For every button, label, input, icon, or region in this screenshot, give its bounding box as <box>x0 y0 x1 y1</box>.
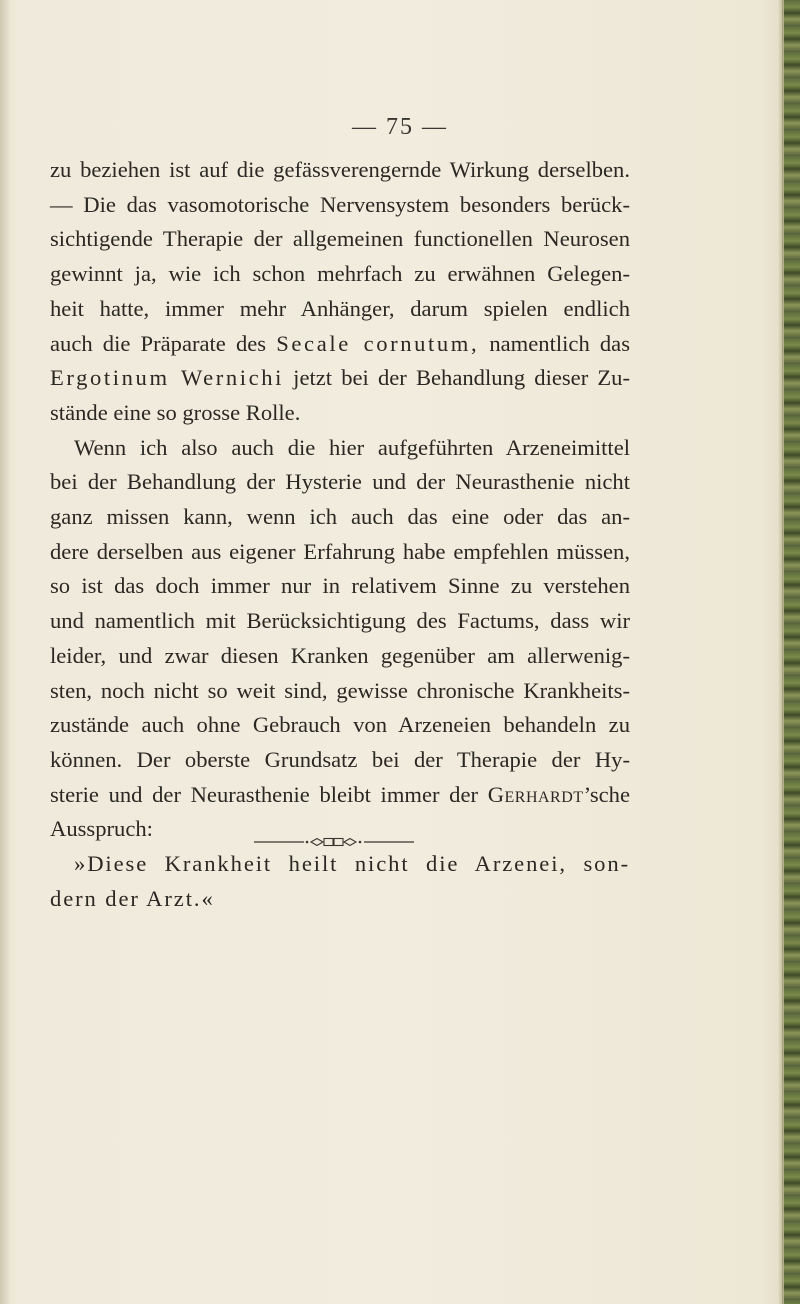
end-ornament <box>254 835 414 849</box>
text-line: leider, und zwar diesen Kranken gegenüber am allerwenig- <box>50 642 630 668</box>
text-line: dere derselben aus eigener Erfahrung habe empfehlen müssen, <box>50 538 630 564</box>
text-line: können. Der oberste Grundsatz bei der Therapie der Hy- <box>50 746 630 772</box>
drug-name-secale: Secale cornutum, <box>276 330 480 356</box>
text-fragment: sterie und der Neurasthenie bleibt immer der <box>50 781 479 807</box>
text-line: zu beziehen ist auf die gefässverengernde Wirkung derselben. <box>50 157 630 182</box>
page-edge-binding <box>782 0 800 1304</box>
text-line: heit hatte, immer mehr Anhänger, darum spielen endlich <box>50 295 630 321</box>
text-fragment: jetzt bei der Behandlung dieser Zu- <box>293 365 630 391</box>
text-fragment: auch die Präparate des <box>50 330 267 356</box>
text-line <box>50 361 630 396</box>
text-line: sichtigende Therapie der allgemeinen functionellen Neurosen <box>50 226 630 252</box>
page-gutter-shadow <box>0 0 10 1304</box>
text-fragment: ’sche <box>583 781 630 807</box>
text-line: so ist das doch immer nur in relativem Sinne zu verstehen <box>50 573 630 599</box>
author-name-gerhardt: Gerhardt <box>487 781 584 807</box>
drug-name-ergotinum: Ergotinum Wernichi <box>50 365 285 391</box>
paragraph-start-line: Wenn ich also auch die hier aufgeführten Arzeneimittel <box>74 434 630 460</box>
text-line <box>50 327 630 362</box>
text-line: stände eine so grosse Rolle. <box>50 399 301 425</box>
text-line <box>50 778 630 813</box>
text-line: zustände auch ohne Gebrauch von Arzeneien behandeln zu <box>50 712 630 738</box>
text-line: sten, noch nicht so weit sind, gewisse chronische Krankheits- <box>50 677 630 703</box>
text-line: bei der Behandlung der Hysterie und der Neurasthenie nicht <box>50 469 630 495</box>
text-line: Ausspruch: <box>50 816 153 842</box>
page-number: — 75 — <box>352 114 448 140</box>
text-line: gewinnt ja, wie ich schon mehrfach zu erwähnen Gelegen- <box>50 261 630 287</box>
text-line: — Die das vasomotorische Nervensystem besonders berück- <box>50 191 630 217</box>
text-line: ganz missen kann, wenn ich auch das eine oder das an- <box>50 504 630 530</box>
text-line: und namentlich mit Berücksichtigung des Factums, dass wir <box>50 608 630 634</box>
body-text <box>50 153 630 916</box>
quote-line: »Diese Krankheit heilt nicht die Arzenei, son- <box>74 851 630 877</box>
quote-line: dern der Arzt.« <box>50 885 215 911</box>
text-fragment: namentlich das <box>489 330 630 356</box>
